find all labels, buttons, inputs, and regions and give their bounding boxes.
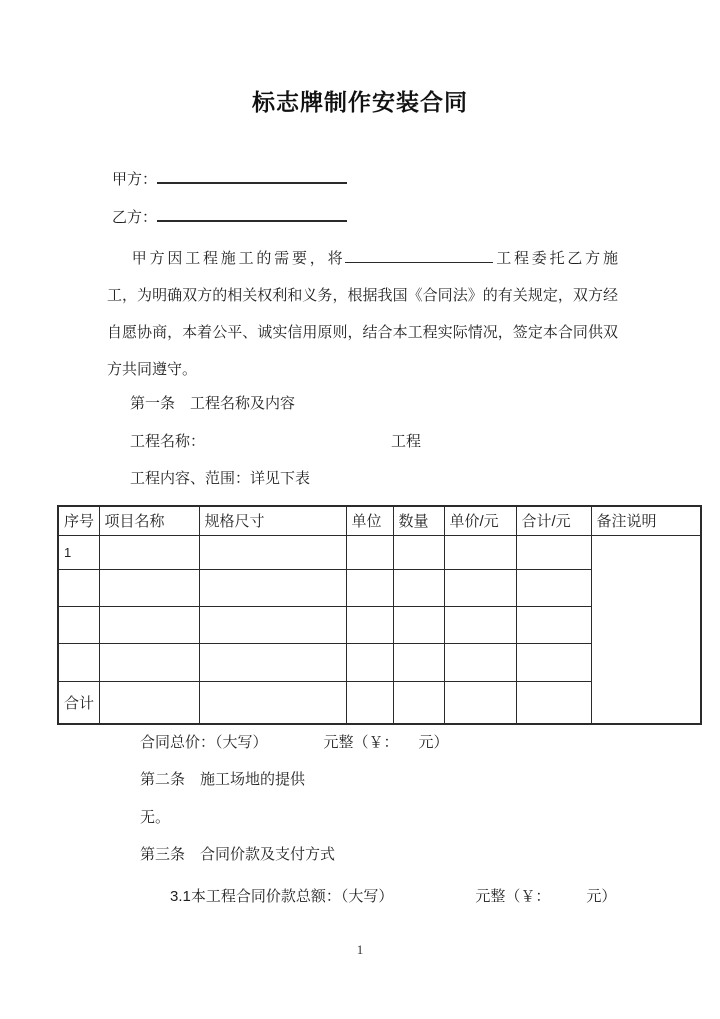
clause-3-1-line	[170, 887, 616, 906]
total-label-cell: 合计	[58, 681, 99, 724]
article-2-body: 无。	[140, 809, 171, 826]
article-3-heading: 第三条 合同价款及支付方式	[140, 846, 336, 863]
cell-serial[interactable]	[58, 606, 99, 643]
cell-unit[interactable]	[346, 535, 393, 569]
cell-spec-size[interactable]	[199, 535, 346, 569]
header-unit-price: 单价/元	[444, 506, 516, 535]
total-quantity[interactable]	[393, 681, 444, 724]
cell-serial[interactable]	[58, 643, 99, 681]
cell-subtotal[interactable]	[516, 569, 591, 606]
project-name-line	[130, 432, 421, 451]
cell-quantity[interactable]	[393, 569, 444, 606]
items-table	[57, 505, 702, 725]
header-serial: 序号	[58, 506, 99, 535]
cell-remarks-merged[interactable]	[591, 535, 701, 724]
total-unit-price[interactable]	[444, 681, 516, 724]
project-name-blank[interactable]	[345, 249, 493, 264]
contract-total-yuan: 元整（￥：	[323, 734, 399, 751]
total-item-name[interactable]	[99, 681, 199, 724]
cell-serial[interactable]	[58, 569, 99, 606]
project-name-suffix: 工程	[391, 433, 422, 450]
header-unit: 单位	[346, 506, 393, 535]
clause-3-1-close: 元）	[586, 888, 617, 905]
cell-unit-price[interactable]	[444, 535, 516, 569]
cell-unit[interactable]	[346, 643, 393, 681]
intro-paragraph	[107, 240, 618, 388]
cell-unit-price[interactable]	[444, 643, 516, 681]
cell-unit-price[interactable]	[444, 569, 516, 606]
party-b-row	[112, 205, 347, 228]
intro-line-2: 工，为明确双方的相关权利和义务，根据我国《合同法》的有关规定，双方经	[107, 287, 618, 304]
first-line-indent	[107, 262, 129, 263]
clause-3-1-yuan: 元整（￥：	[475, 888, 551, 905]
cell-subtotal[interactable]	[516, 535, 591, 569]
header-subtotal: 合计/元	[516, 506, 591, 535]
project-scope-line: 工程内容、范围：详见下表	[130, 470, 311, 487]
party-a-label: 甲方：	[112, 171, 158, 188]
cell-spec-size[interactable]	[199, 606, 346, 643]
intro-line-3: 自愿协商，本着公平、诚实信用原则，结合本工程实际情况，签定本合同供双	[107, 324, 618, 341]
total-spec-size[interactable]	[199, 681, 346, 724]
contract-total-line	[140, 733, 449, 752]
cell-spec-size[interactable]	[199, 643, 346, 681]
party-b-blank[interactable]	[157, 205, 347, 222]
cell-quantity[interactable]	[393, 535, 444, 569]
total-subtotal[interactable]	[516, 681, 591, 724]
party-b-label: 乙方：	[112, 209, 158, 226]
intro-line-1	[107, 240, 618, 277]
clause-3-1-label: 3.1本工程合同价款总额：（大写）	[170, 888, 394, 905]
cell-subtotal[interactable]	[516, 606, 591, 643]
cell-unit[interactable]	[346, 569, 393, 606]
header-quantity: 数量	[393, 506, 444, 535]
article-1-heading: 第一条 工程名称及内容	[130, 395, 296, 412]
cell-spec-size[interactable]	[199, 569, 346, 606]
header-item-name: 项目名称	[99, 506, 199, 535]
contract-total-label: 合同总价：（大写）	[140, 734, 268, 751]
document-title: 标志牌制作安装合同	[252, 90, 468, 115]
cell-serial-1: 1	[58, 535, 99, 569]
cell-quantity[interactable]	[393, 643, 444, 681]
party-a-blank[interactable]	[157, 167, 347, 184]
cell-item-name[interactable]	[99, 535, 199, 569]
article-2-heading: 第二条 施工场地的提供	[140, 771, 306, 788]
table-header-row	[58, 506, 701, 535]
header-spec-size: 规格尺寸	[199, 506, 346, 535]
intro-line-1-before: 甲方因工程施工的需要，将	[129, 250, 346, 267]
cell-subtotal[interactable]	[516, 643, 591, 681]
intro-line-1-after: 工程委托乙方施	[493, 250, 618, 267]
cell-item-name[interactable]	[99, 569, 199, 606]
table-row	[58, 535, 701, 569]
header-remarks: 备注说明	[591, 506, 701, 535]
cell-item-name[interactable]	[99, 643, 199, 681]
party-a-row	[112, 167, 347, 190]
contract-total-close: 元）	[418, 734, 449, 751]
cell-item-name[interactable]	[99, 606, 199, 643]
page-number: 1	[356, 942, 364, 957]
cell-quantity[interactable]	[393, 606, 444, 643]
intro-line-4: 方共同遵守。	[107, 361, 198, 378]
cell-unit[interactable]	[346, 606, 393, 643]
project-name-label: 工程名称：	[130, 433, 206, 450]
cell-unit-price[interactable]	[444, 606, 516, 643]
total-unit[interactable]	[346, 681, 393, 724]
